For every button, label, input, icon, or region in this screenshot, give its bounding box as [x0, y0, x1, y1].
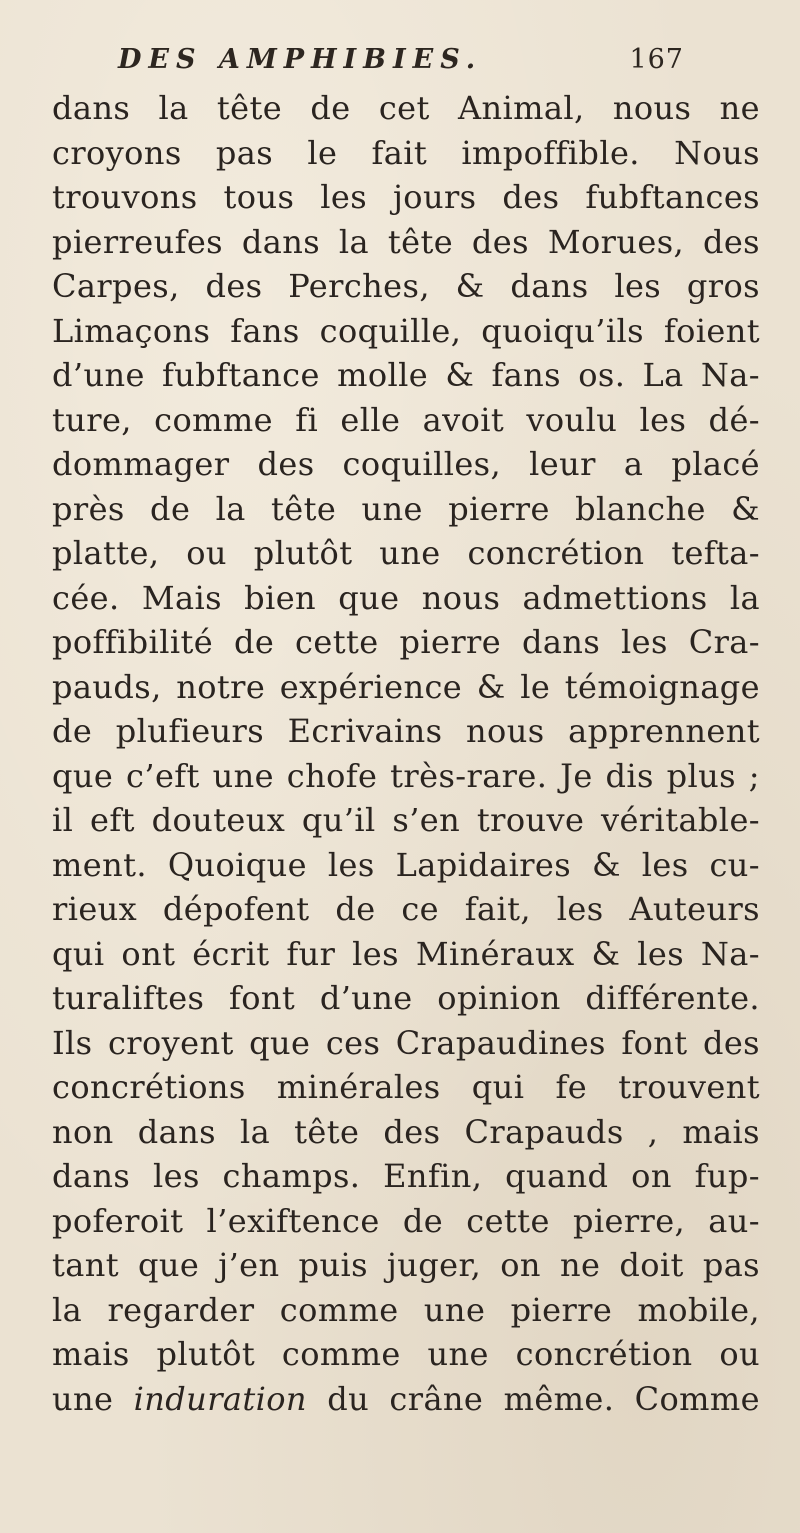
- text-line: d’une fubftance molle & fans os. La Na-: [52, 356, 760, 394]
- text-line: la regarder comme une pierre mobile,: [52, 1290, 760, 1329]
- text-line: tant que j’en puis juger, on ne doit pas: [52, 1246, 760, 1284]
- text-line: pauds, notre expérience & le témoignage: [52, 667, 760, 706]
- page-header: [118, 44, 684, 84]
- italic-term: induration: [133, 1379, 307, 1418]
- text-line: Carpes, des Perches, & dans les gros: [52, 267, 760, 305]
- text-line: trouvons tous les jours des fubftances: [52, 178, 760, 216]
- text-line: cée. Mais bien que nous admettions la: [52, 578, 760, 617]
- text-line: Limaçons fans coquille, quoiqu’ils foient: [52, 311, 760, 350]
- text-line: près de la tête une pierre blanche &: [52, 489, 760, 528]
- text-line: dans les champs. Enfin, quand on fup-: [52, 1157, 760, 1195]
- text-line-last: [52, 1377, 760, 1422]
- running-title: DES AMPHIBIES.: [118, 44, 483, 75]
- text-line: poffibilité de cette pierre dans les Cra-: [52, 623, 760, 661]
- text-line: platte, ou plutôt une concrétion tefta-: [52, 534, 760, 572]
- text-line: dommager des coquilles, leur a placé: [52, 445, 760, 483]
- page-number: 167: [629, 44, 684, 75]
- text-line: concrétions minérales qui fe trouvent: [52, 1068, 760, 1106]
- body-text: [52, 86, 760, 1421]
- text-line: que c’eft une chofe très-rare. Je dis plus ;: [52, 756, 760, 795]
- text-line: il eft douteux qu’il s’en trouve véritable-: [52, 801, 760, 839]
- last-line-after: du crâne même. Comme: [306, 1379, 760, 1418]
- text-line: dans la tête de cet Animal, nous ne: [52, 89, 760, 127]
- text-line: ture, comme fi elle avoit voulu les dé-: [52, 400, 760, 439]
- text-line: rieux dépofent de ce fait, les Auteurs: [52, 890, 760, 928]
- text-line: non dans la tête des Crapauds , mais: [52, 1112, 760, 1151]
- text-line: pierreufes dans la tête des Morues, des: [52, 222, 760, 261]
- text-line: croyons pas le fait impoffible. Nous: [52, 133, 760, 172]
- text-line: qui ont écrit fur les Minéraux & les Na-: [52, 934, 760, 973]
- text-line: de plufieurs Ecrivains nous apprennent: [52, 712, 760, 750]
- text-line: mais plutôt comme une concrétion ou: [52, 1335, 760, 1373]
- last-line-before: une: [52, 1379, 134, 1418]
- text-line: poferoit l’exiftence de cette pierre, au-: [52, 1201, 760, 1240]
- text-line: turaliftes font d’une opinion différente.: [52, 979, 760, 1017]
- text-line: ment. Quoique les Lapidaires & les cu-: [52, 845, 760, 884]
- text-line: Ils croyent que ces Crapaudines font des: [52, 1023, 760, 1062]
